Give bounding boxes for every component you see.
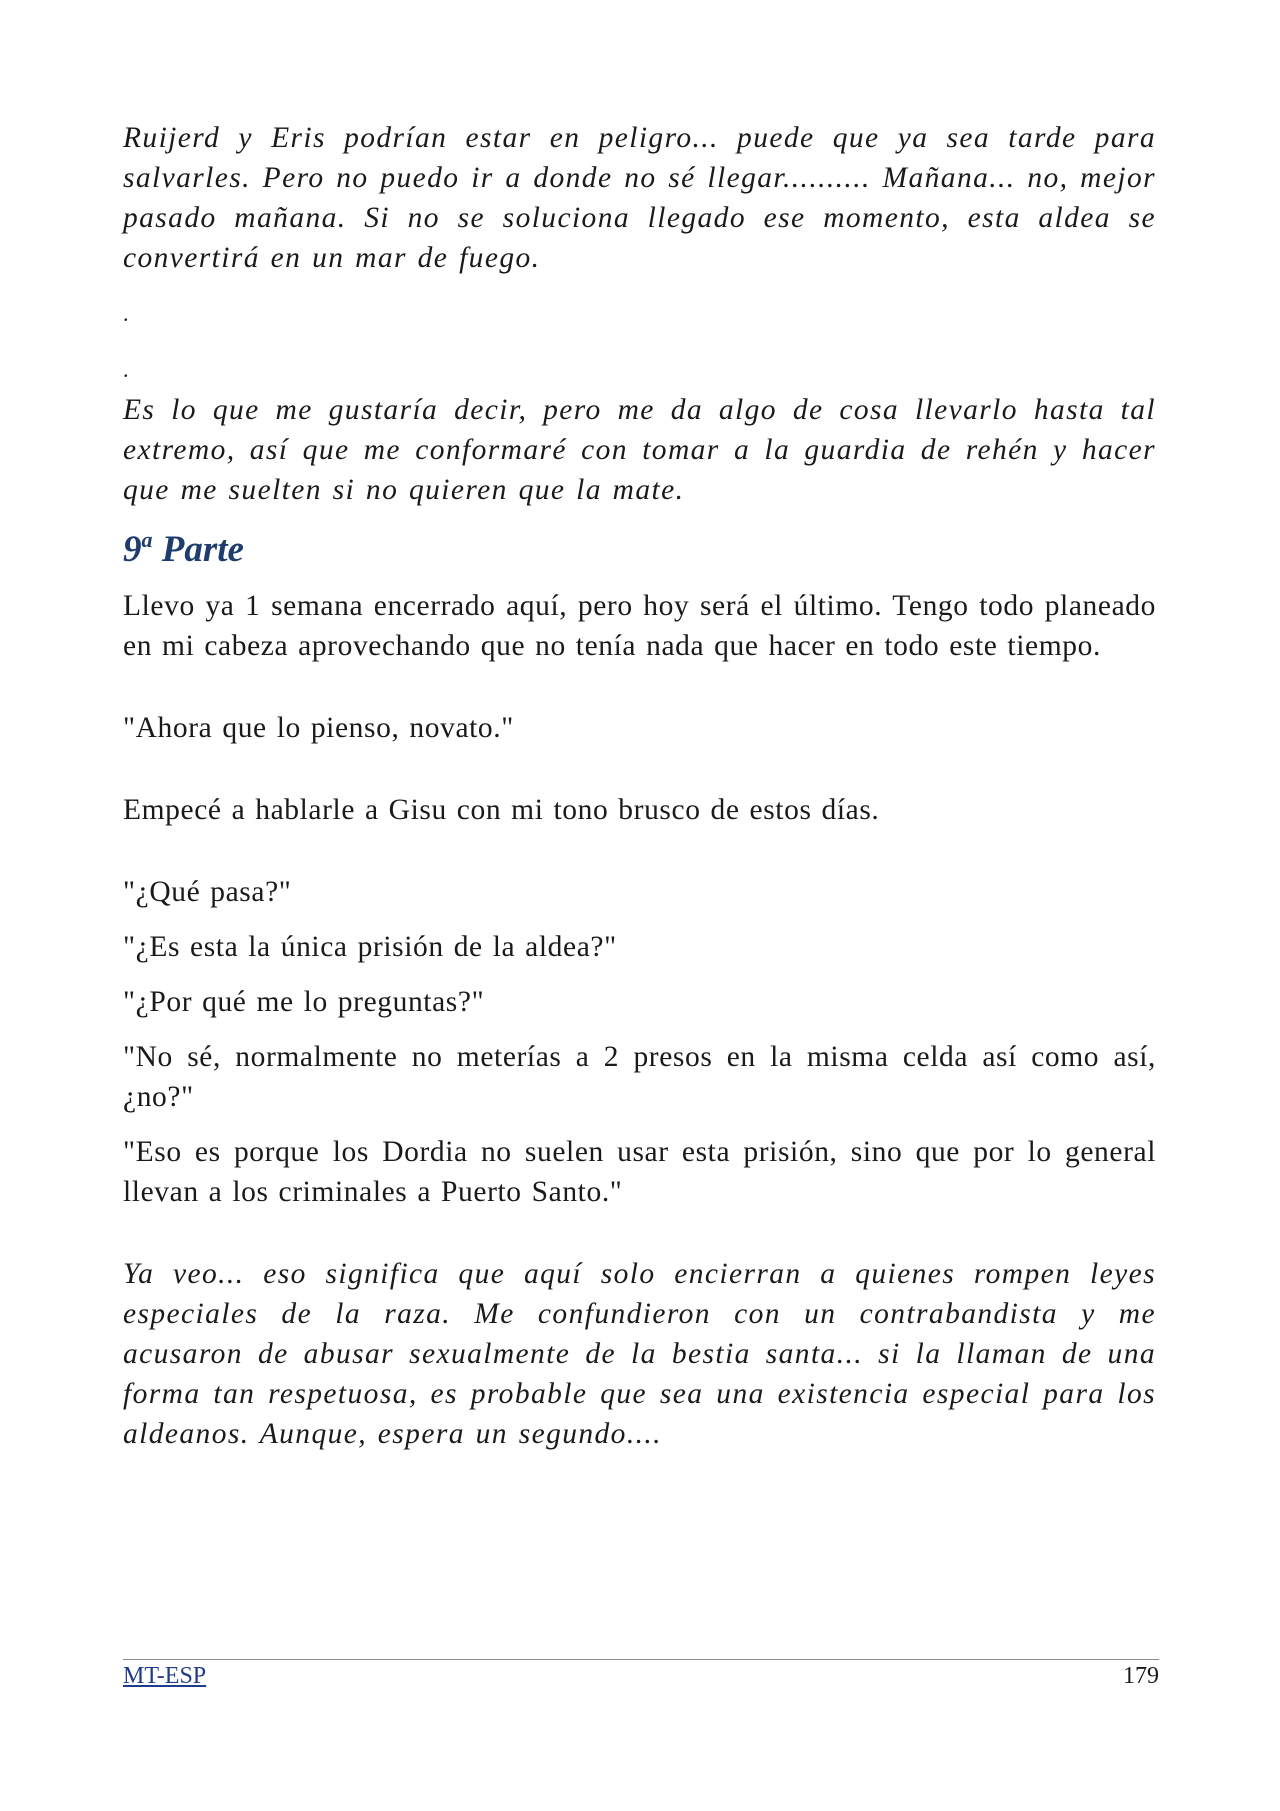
paragraph-2: Es lo que me gustaría decir, pero me da algo de cosa llevarlo hasta tal extremo, así que me conformaré con tomar a la guardia de rehén y hacer que me suelten si no quieren que la mate. (123, 394, 1156, 506)
page-number: 179 (1123, 1663, 1159, 1689)
dialogue-1: "Ahora que lo pienso, novato." (123, 712, 514, 744)
dialogue-4: "¿Por qué me lo preguntas?" (123, 986, 485, 1018)
dialogue-6: "Eso es porque los Dordia no suelen usar esta prisión, sino que por lo general llevan a los criminales a Puerto Santo." (123, 1136, 1156, 1208)
heading-number: 9 (123, 529, 142, 570)
heading-ordinal: a (141, 527, 153, 552)
dialogue-2: "¿Qué pasa?" (123, 876, 292, 908)
dialogue-5: "No sé, normalmente no meterías a 2 presos en la misma celda así como así, ¿no?" (123, 1041, 1156, 1113)
footer-divider (123, 1659, 1159, 1660)
footer-link[interactable]: MT-ESP (123, 1663, 207, 1689)
section-heading (123, 526, 1156, 574)
heading-word: Parte (161, 529, 244, 570)
separator-dot-2: . (123, 357, 130, 382)
paragraph-1: Ruijerd y Eris podrían estar en peligro... puede que ya sea tarde para salvarles. Pero no puedo ir a donde no sé llegar.......... Mañana... no, mejor pasado mañana. Si no se soluciona llegado ese momento, esta aldea se convertirá en un mar de fuego. (123, 122, 1156, 274)
paragraph-4: Empecé a hablarle a Gisu con mi tono brusco de estos días. (123, 794, 880, 826)
paragraph-3: Llevo ya 1 semana encerrado aquí, pero hoy será el último. Tengo todo planeado en mi cabeza aprovechando que no tenía nada que hacer en todo este tiempo. (123, 590, 1156, 662)
dialogue-3: "¿Es esta la única prisión de la aldea?" (123, 931, 617, 963)
separator-dot-1: . (123, 301, 130, 326)
paragraph-5: Ya veo... eso significa que aquí solo encierran a quienes rompen leyes especiales de la raza. Me confundieron con un contrabandista y me acusaron de abusar sexualmente de la bestia santa... si la llaman de una forma tan respetuosa, es probable que sea una existencia especial para los aldeanos. Aunque, espera un segundo.... (123, 1258, 1156, 1450)
page-content (123, 118, 1156, 1454)
